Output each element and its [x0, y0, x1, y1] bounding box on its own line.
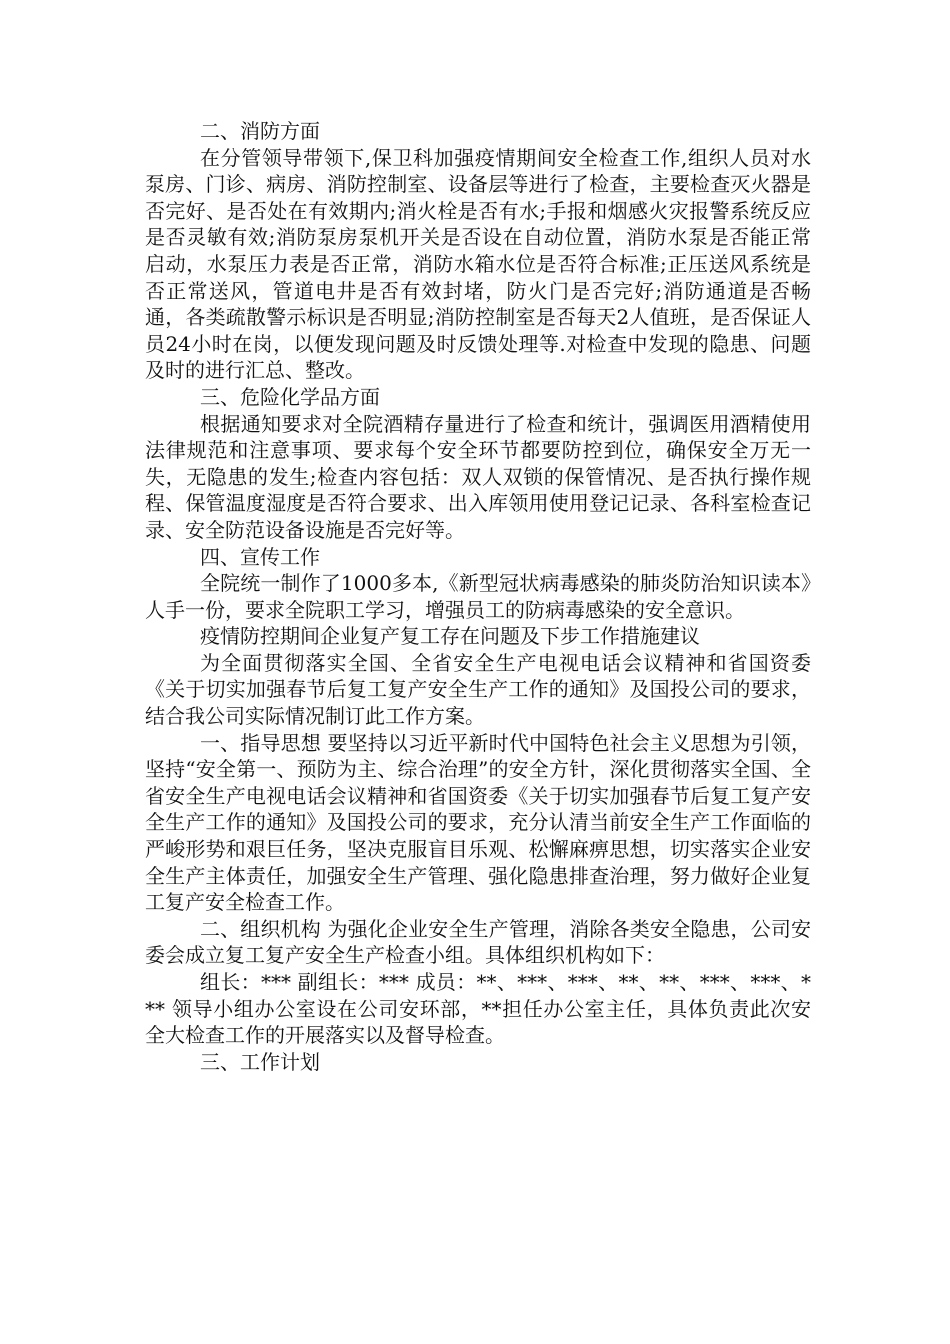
document-page [145, 118, 811, 1075]
paragraph-alcohol-inspection: 根据通知要求对全院酒精存量进行了检查和统计，强调医用酒精使用法律规范和注意事项、要求每个安全环节都要防控到位，确保安全万无一失，无隐患的发生;检查内容包括：双人双锁的保管情况、是否执行操作规程、保管温度湿度是否符合要求、出入库领用使用登记记录、各科室检查记录、安全防范设备设施是否完好等。 [145, 411, 811, 542]
paragraph-fire-safety-inspection: 在分管领导带领下,保卫科加强疫情期间安全检查工作,组织人员对水泵房、门诊、病房、消防控制室、设备层等进行了检查，主要检查灭火器是否完好、是否处在有效期内;消火栓是否有水;手报和烟感火灾报警系统反应是否灵敏有效;消防泵房泵机开关是否设在自动位置，消防水泵是否能正常启动，水泵压力表是否正常，消防水箱水位是否符合标准;正压送风系统是否正常送风，管道电井是否有效封堵，防火门是否完好;消防通道是否畅通，各类疏散警示标识是否明显;消防控制室是否每天2人值班，是否保证人员24小时在岗，以便发现问题及时反馈处理等.对检查中发现的隐患、问题及时的进行汇总、整改。 [145, 145, 811, 383]
section-heading-publicity: 四、宣传工作 [200, 544, 320, 569]
paragraph-team-members: 组长：*** 副组长：*** 成员：**、***、***、**、**、***、***、*** 领导小组办公室设在公司安环部，**担任办公室主任，具体负责此次安全大检查工作的开展落实以及督导检查。 [145, 970, 811, 1048]
paragraph-publicity: 全院统一制作了1000多本,《新型冠状病毒感染的肺炎防治知识读本》人手一份，要求全院职工学习，增强员工的防病毒感染的安全意识。 [145, 571, 811, 622]
section-heading-work-plan: 三、工作计划 [200, 1049, 320, 1074]
section-heading-hazardous-chemicals: 三、危险化学品方面 [200, 384, 380, 409]
section-heading-resumption-issues: 疫情防控期间企业复产复工存在问题及下步工作措施建议 [200, 624, 700, 649]
paragraph-organization: 二、组织机构 为强化企业安全生产管理，消除各类安全隐患，公司安委会成立复工复产安全生产检查小组。具体组织机构如下： [145, 916, 811, 968]
section-heading-fire-safety: 二、消防方面 [200, 119, 320, 143]
paragraph-plan-intro: 为全面贯彻落实全国、全省安全生产电视电话会议精神和省国资委《关于切实加强春节后复工复产安全生产工作的通知》及国投公司的要求，结合我公司实际情况制订此工作方案。 [145, 650, 811, 729]
paragraph-guiding-ideology: 一、指导思想 要坚持以习近平新时代中国特色社会主义思想为引领，坚持“安全第一、预防为主、综合治理”的安全方针，深化贯彻落实全国、全省安全生产电视电话会议精神和省国资委《关于切实加强春节后复工复产安全生产工作的通知》及国投公司的要求，充分认清当前安全生产工作面临的严峻形势和艰巨任务，坚决克服盲目乐观、松懈麻痹思想，切实落实企业安全生产主体责任，加强安全生产管理、强化隐患排查治理，努力做好企业复工复产安全检查工作。 [145, 730, 811, 915]
